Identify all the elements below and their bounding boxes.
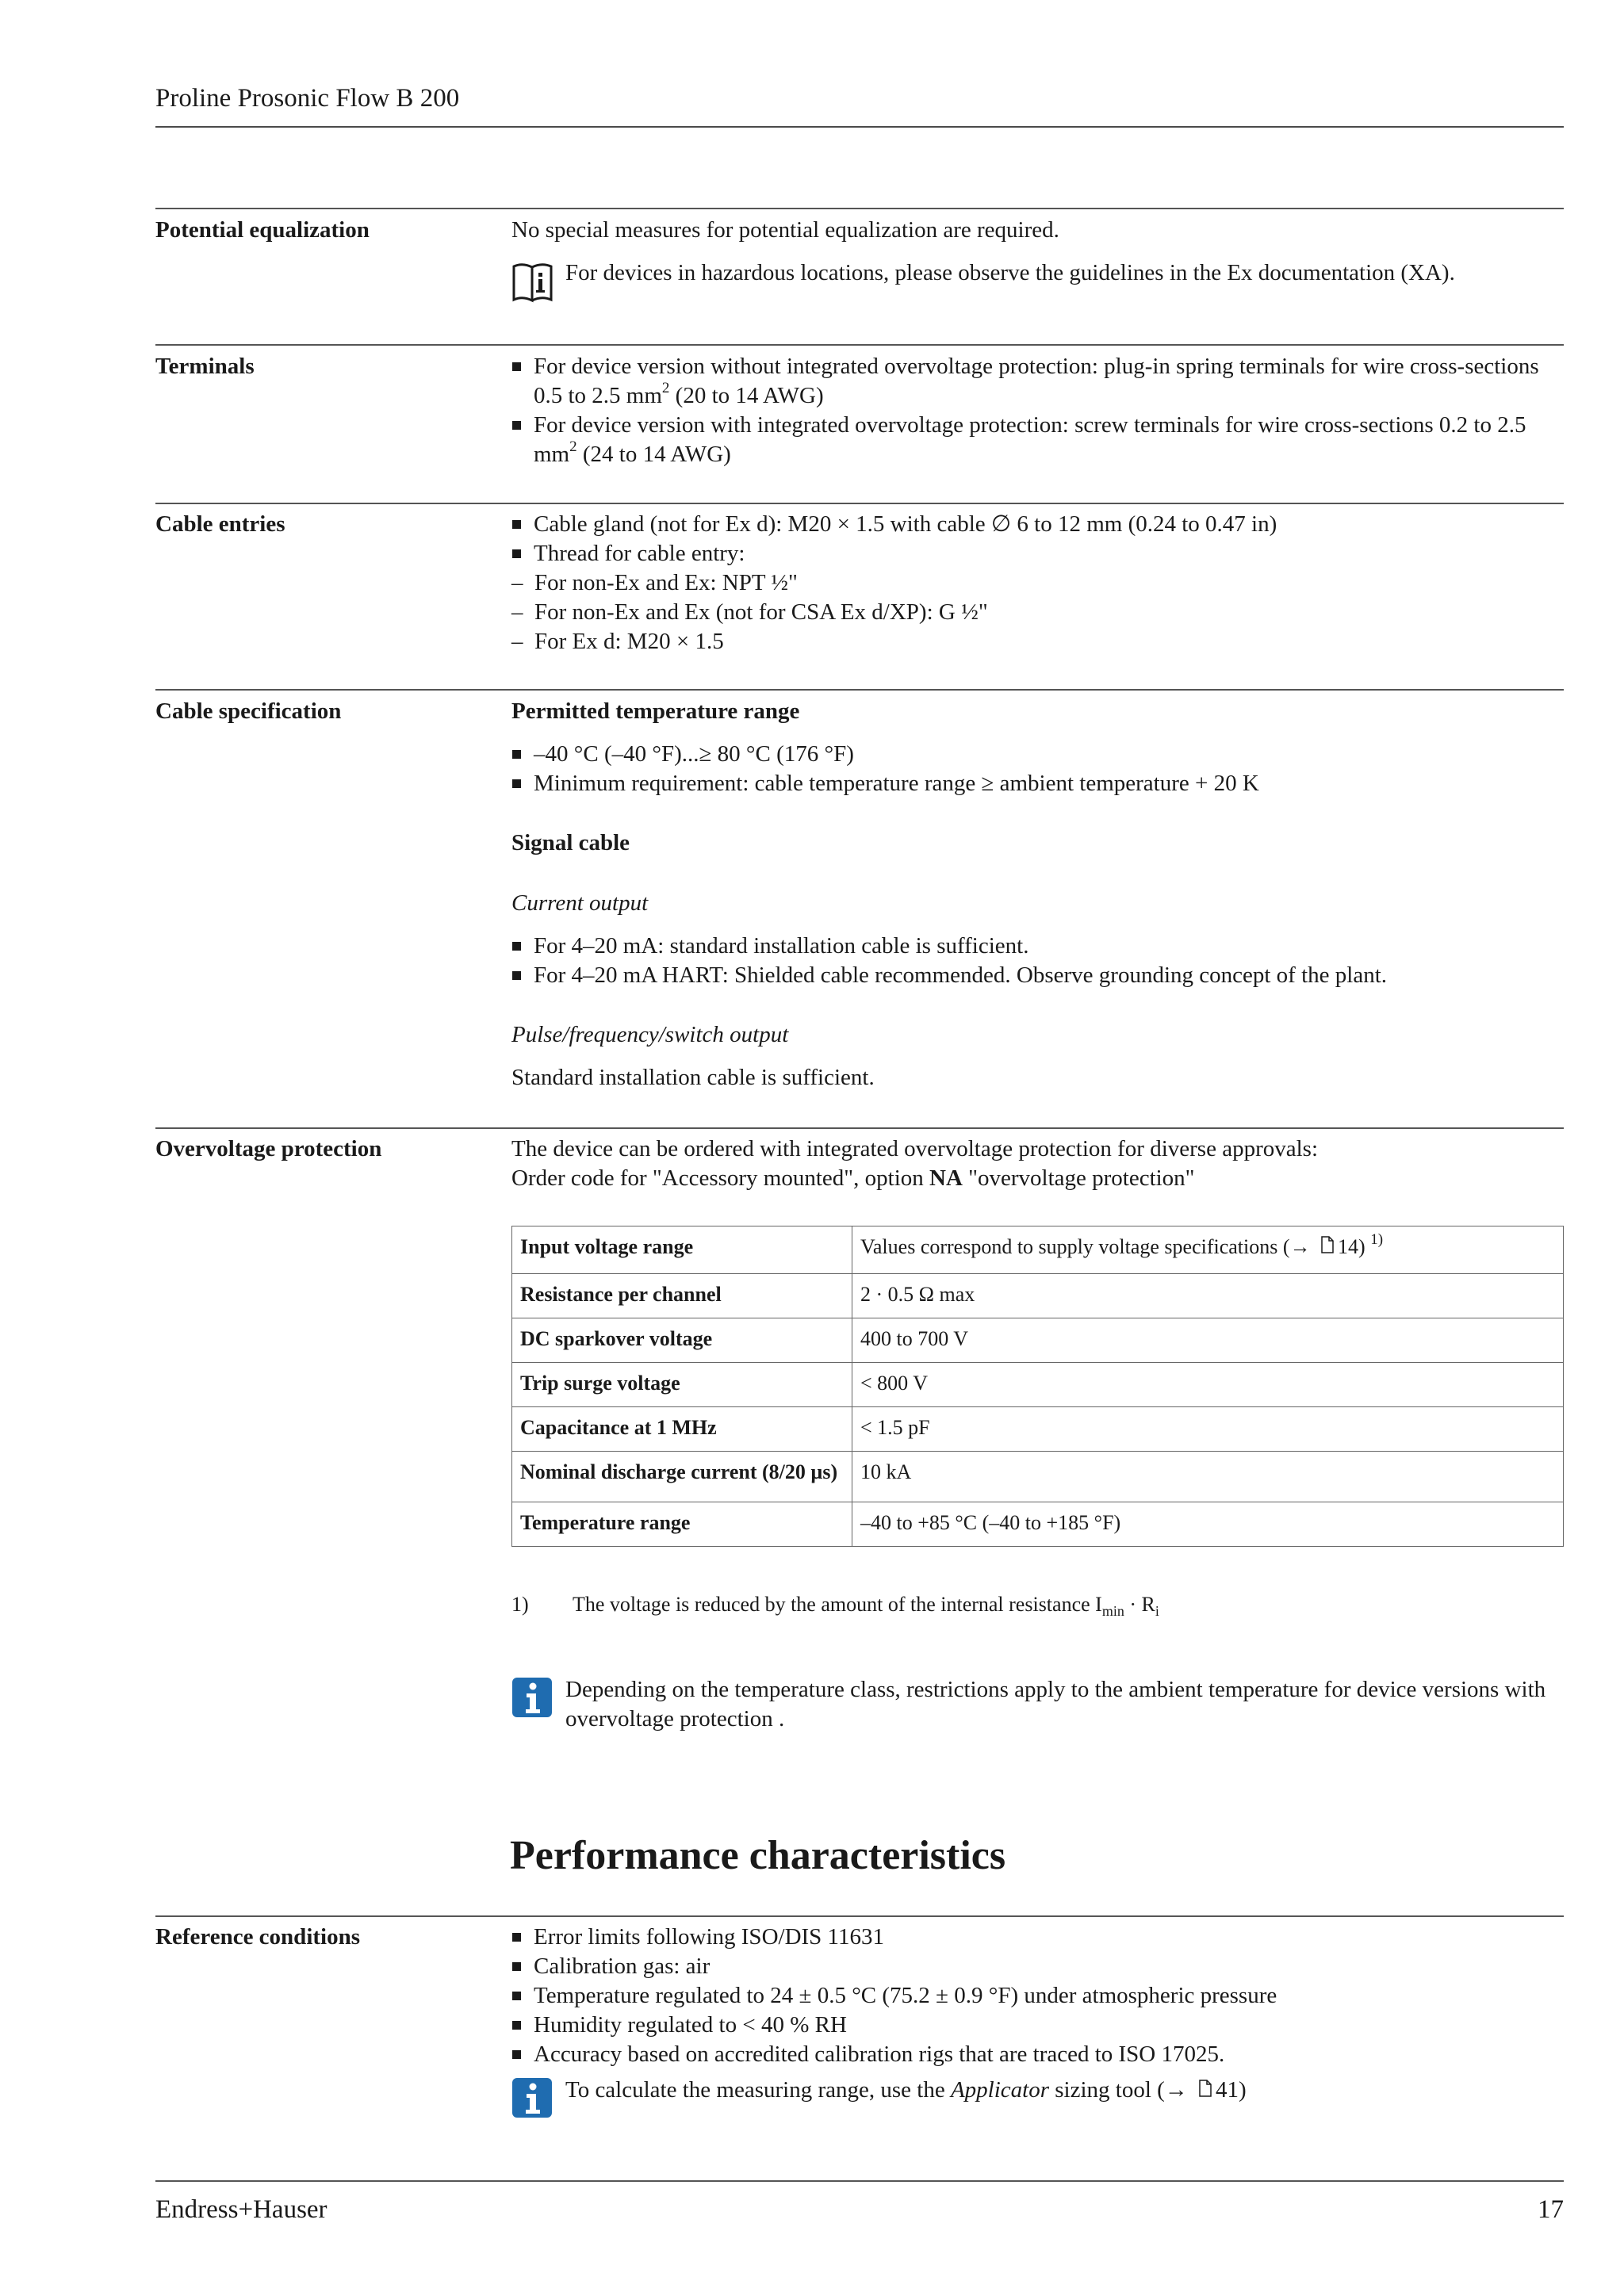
section-divider [155, 1127, 1564, 1129]
pulse-output-heading: Pulse/frequency/switch output [511, 1022, 789, 1047]
header-rule [155, 126, 1564, 128]
list-item: – For non-Ex and Ex: NPT ½" [511, 568, 1564, 598]
potential-equalization-content [511, 216, 1564, 303]
table-row [512, 1363, 1564, 1407]
table-footnote: 1) The voltage is reduced by the amount of the internal resistance $I_{min} \cdot R_i$ [511, 1593, 1159, 1620]
table-value: 400 to 700 V [852, 1318, 1564, 1363]
ex-documentation-note-text: For devices in hazardous locations, please observe the guidelines in the Ex documentation (XA). [565, 260, 1455, 285]
list-item: Thread for cable entry: [511, 539, 1564, 568]
terminals-list [511, 352, 1564, 469]
table-row [512, 1318, 1564, 1363]
section-divider [155, 689, 1564, 691]
ex-documentation-note [511, 258, 1564, 303]
list-item: For 4–20 mA HART: Shielded cable recommended. Observe grounding concept of the plant. [511, 961, 1564, 990]
table-key: DC sparkover voltage [512, 1318, 852, 1363]
cable-entries-content [511, 510, 1564, 656]
section-divider [155, 344, 1564, 346]
current-output-heading: Current output [511, 890, 649, 916]
list-item: Error limits following ISO/DIS 11631 [511, 1923, 1564, 1952]
table-value: < 800 V [852, 1363, 1564, 1407]
list-item: Humidity regulated to < 40 % RH [511, 2011, 1564, 2040]
cable-entries-list [511, 510, 1564, 568]
info-icon [511, 2077, 553, 2126]
temperature-range-list [511, 740, 1564, 798]
overvoltage-intro [511, 1135, 1564, 1193]
list-item: – For Ex d: M20 × 1.5 [511, 627, 1564, 656]
table-key: Input voltage range [512, 1226, 852, 1274]
overvoltage-note-text: Depending on the temperature class, restrictions apply to the ambient temperature for device versions with overvoltage protection . [565, 1677, 1546, 1732]
overvoltage-spec-table [511, 1226, 1564, 1547]
document-header-title: Proline Prosonic Flow B 200 [155, 84, 460, 113]
table-row [512, 1274, 1564, 1318]
table-value: 10 kA [852, 1452, 1564, 1502]
table-value: Values correspond to supply voltage specifications (→ 14) $^{1)}$ [852, 1226, 1564, 1274]
footnote-number: 1) [511, 1593, 529, 1616]
potential-equalization-label: Potential equalization [155, 217, 370, 243]
overvoltage-note [511, 1675, 1564, 1734]
cable-entries-label: Cable entries [155, 511, 285, 537]
list-item: –40 °C (–40 °F)...≥ 80 °C (176 °F) [511, 740, 1564, 769]
list-item: – For non-Ex and Ex (not for CSA Ex d/XP): G ½" [511, 598, 1564, 627]
table-value: –40 to +85 °C (–40 to +185 °F) [852, 1502, 1564, 1547]
table-key: Trip surge voltage [512, 1363, 852, 1407]
cable-specification-label: Cable specification [155, 698, 342, 724]
section-divider [155, 1915, 1564, 1917]
cable-specification-content [511, 697, 1564, 1093]
temperature-range-heading: Permitted temperature range [511, 698, 800, 724]
table-value: < 1.5 pF [852, 1407, 1564, 1452]
table-key: Capacitance at 1 MHz [512, 1407, 852, 1452]
terminals-content [511, 352, 1564, 469]
reference-conditions-label: Reference conditions [155, 1924, 360, 1950]
list-item: For 4–20 mA: standard installation cable is sufficient. [511, 932, 1564, 961]
reference-conditions-list [511, 1923, 1564, 2069]
overvoltage-protection-label: Overvoltage protection [155, 1136, 382, 1161]
table-key: Resistance per channel [512, 1274, 852, 1318]
page-number: 17 [1538, 2195, 1564, 2224]
list-item: For device version without integrated overvoltage protection: plug-in spring terminals for wire cross-sections 0.5 to 2.5 $mm^2$ (20 to 14 AWG) [511, 352, 1564, 411]
overvoltage-line-1: The device can be ordered with integrated overvoltage protection for diverse approvals: [511, 1136, 1318, 1161]
table-value: 2 · 0.5 Ω max [852, 1274, 1564, 1318]
applicator-note-text: To calculate the measuring range, use the Applicator sizing tool (→ 41) [565, 2077, 1247, 2103]
table-row [512, 1226, 1564, 1274]
performance-section-title: Performance characteristics [510, 1833, 1006, 1878]
list-item: Accuracy based on accredited calibration rigs that are traced to ISO 17025. [511, 2040, 1564, 2069]
footer-company: Endress+Hauser [155, 2195, 327, 2224]
potential-equalization-text: No special measures for potential equalization are required. [511, 217, 1059, 243]
table-key: Temperature range [512, 1502, 852, 1547]
list-item: Calibration gas: air [511, 1952, 1564, 1981]
reference-conditions-content [511, 1923, 1564, 2120]
info-icon [511, 1677, 553, 1726]
table-key: Nominal discharge current (8/20 µs) [512, 1452, 852, 1502]
page-reference-icon [1198, 2076, 1212, 2105]
terminals-label: Terminals [155, 354, 255, 379]
list-item: For device version with integrated overvoltage protection: screw terminals for wire cross-sections 0.2 to 2.5 $mm^2$ (24 to 14 AWG) [511, 411, 1564, 469]
list-item: Temperature regulated to 24 ± 0.5 °C (75.2 ± 0.9 °F) under atmospheric pressure [511, 1981, 1564, 2011]
table-row [512, 1407, 1564, 1452]
thread-sub-list [511, 568, 1564, 656]
footer-rule [155, 2180, 1564, 2182]
book-info-icon [511, 260, 554, 312]
page-reference-icon [1320, 1234, 1335, 1261]
table-row [512, 1452, 1564, 1502]
list-item: Cable gland (not for Ex d): M20 × 1.5 with cable ∅ 6 to 12 mm (0.24 to 0.47 in) [511, 510, 1564, 539]
table-row [512, 1502, 1564, 1547]
list-item: Minimum requirement: cable temperature range ≥ ambient temperature + 20 K [511, 769, 1564, 798]
applicator-note [511, 2076, 1564, 2120]
signal-cable-heading: Signal cable [511, 830, 630, 855]
section-divider [155, 503, 1564, 504]
current-output-list [511, 932, 1564, 990]
overvoltage-line-2: Order code for "Accessory mounted", option NA "overvoltage protection" [511, 1165, 1195, 1191]
section-divider [155, 208, 1564, 209]
pulse-output-text: Standard installation cable is sufficient. [511, 1065, 875, 1090]
